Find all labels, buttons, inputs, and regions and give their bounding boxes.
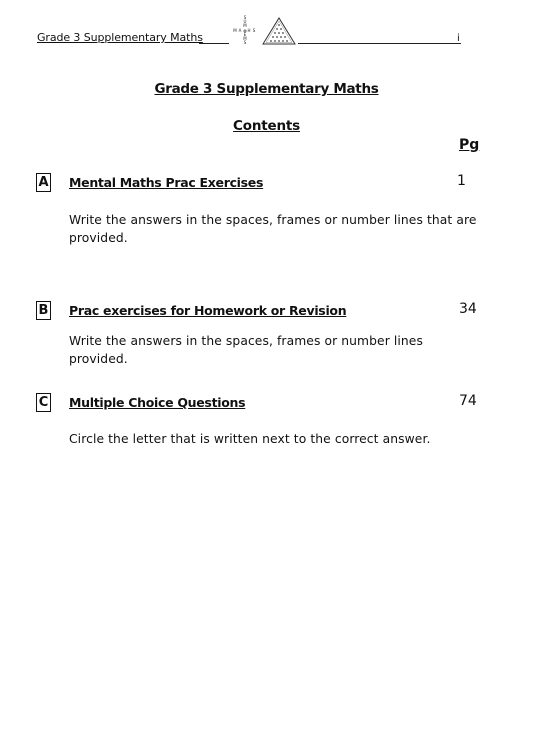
section-page-number: 1: [457, 173, 466, 189]
section-page-number: 34: [459, 301, 477, 317]
svg-text:E: E: [243, 32, 247, 37]
section-letter-box: C: [36, 393, 51, 412]
svg-text:H: H: [247, 28, 251, 33]
header-page-number: i: [457, 33, 460, 44]
svg-text:S: S: [252, 28, 256, 33]
section-description: Write the answers in the spaces, frames or number lines provided.: [69, 334, 423, 366]
svg-text:U: U: [243, 19, 247, 24]
section-description: Circle the letter that is written next to the correct answer.: [69, 432, 431, 446]
header-title: Grade 3 Supplementary Maths: [37, 31, 203, 44]
section-title: Prac exercises for Homework or Revision: [69, 303, 347, 318]
svg-text:S: S: [243, 40, 247, 45]
maths-logo: [229, 14, 297, 46]
section-title: Mental Maths Prac Exercises: [69, 175, 264, 190]
svg-text:M: M: [233, 28, 237, 33]
document-title: Grade 3 Supplementary Maths: [154, 81, 379, 97]
section-title: Multiple Choice Questions: [69, 395, 246, 410]
svg-text:M: M: [243, 23, 247, 28]
svg-text:A: A: [238, 28, 242, 33]
svg-text:S: S: [243, 15, 247, 20]
contents-heading: Contents: [233, 118, 300, 134]
svg-text:M: M: [243, 36, 247, 41]
section-description: Write the answers in the spaces, frames or number lines that are provided.: [69, 213, 477, 245]
page-column-heading: Pg: [459, 137, 480, 153]
header-rule-left: [199, 43, 229, 44]
section-letter-box: B: [36, 301, 51, 320]
section-letter-box: A: [36, 173, 51, 192]
header-rule-right: [298, 43, 461, 44]
section-page-number: 74: [459, 393, 477, 409]
